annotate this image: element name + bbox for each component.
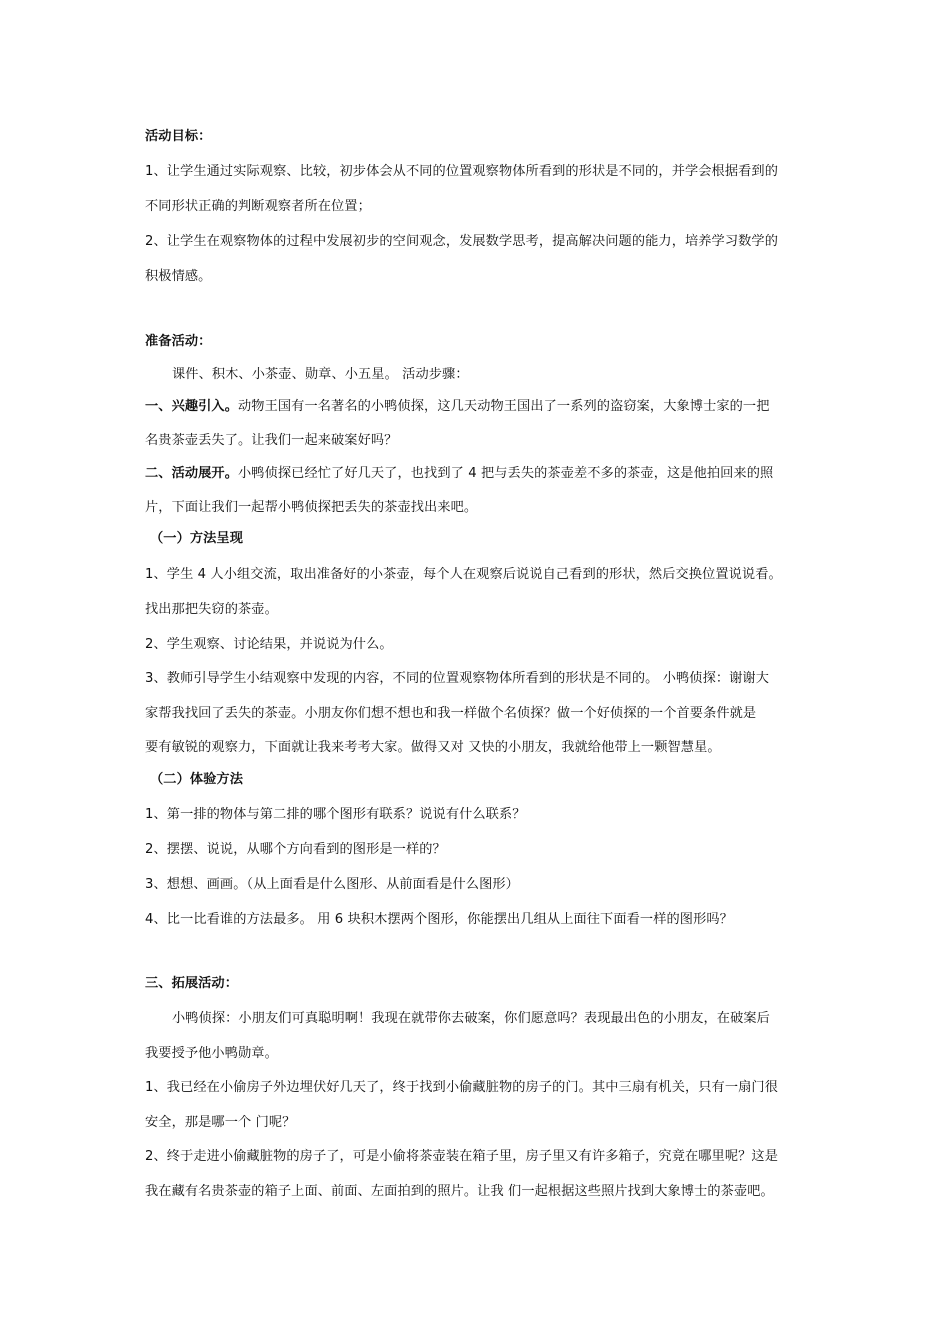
method-item3-line3: 要有敏锐的观察力，下面就让我来考考大家。做得又对 又快的小朋友，我就给他带上一颗智慧星。 <box>145 740 721 755</box>
intro-line1 <box>145 398 810 416</box>
method-item2: 2、学生观察、讨论结果，并说说为什么。 <box>145 637 393 652</box>
goals-item1-line2: 不同形状正确的判断观察者所在位置； <box>145 199 371 214</box>
intro-text: 动物王国有一名著名的小鸭侦探，这几天动物王国出了一系列的盗窃案，大象博士家的一把 <box>238 399 770 414</box>
extend-item2-line2: 我在藏有名贵茶壶的箱子上面、前面、左面拍到的照片。让我 们一起根据这些照片找到大象博士的茶壶吧。 <box>145 1184 774 1199</box>
extend-item2-line1: 2、终于走进小偷藏脏物的房子了，可是小偷将茶壶装在箱子里，房子里又有许多箱子，究竟在哪里呢？这是 <box>145 1149 778 1164</box>
extend-heading: 三、拓展活动： <box>145 976 239 991</box>
goals-item1-line1: 1、让学生通过实际观察、比较，初步体会从不同的位置观察物体所看到的形状是不同的，并学会根据看到的 <box>145 164 778 179</box>
goals-item2-line1: 2、让学生在观察物体的过程中发展初步的空间观念，发展数学思考，提高解决问题的能力，培养学习数学的 <box>145 234 778 249</box>
develop-label: 二、活动展开。 <box>145 466 239 481</box>
method-item3-line2: 家帮我找回了丢失的茶壶。小朋友你们想不想也和我一样做个名侦探？做一个好侦探的一个首要条件就是 <box>145 706 757 721</box>
experience-item3: 3、想想、画画。（从上面看是什么图形、从前面看是什么图形） <box>145 877 519 892</box>
extend-item1-line1: 1、我已经在小偷房子外边埋伏好几天了，终于找到小偷藏脏物的房子的门。其中三扇有机关，只有一扇门很 <box>145 1080 778 1095</box>
extend-intro-line1: 小鸭侦探：小朋友们可真聪明啊！我现在就带你去破案，你们愿意吗？表现最出色的小朋友，在破案后 <box>172 1011 770 1026</box>
extend-item1-line2: 安全，那是哪一个 门呢？ <box>145 1115 296 1130</box>
prep-materials: 课件、积木、小茶壶、勋章、小五星。 活动步骤： <box>172 367 469 382</box>
develop-text: 小鸭侦探已经忙了好几天了，也找到了 4 把与丢失的茶壶差不多的茶壶，这是他拍回来的照 <box>238 466 774 481</box>
experience-item2: 2、摆摆、说说，从哪个方向看到的图形是一样的？ <box>145 842 446 857</box>
method-heading: （一）方法呈现 <box>150 531 244 546</box>
intro-label: 一、兴趣引入。 <box>145 399 239 414</box>
develop-line1 <box>145 465 810 483</box>
develop-line2: 片，下面让我们一起帮小鸭侦探把丢失的茶壶找出来吧。 <box>145 500 478 515</box>
intro-line2: 名贵茶壶丢失了。让我们一起来破案好吗？ <box>145 433 398 448</box>
goals-item2-line2: 积极情感。 <box>145 269 212 284</box>
experience-item1: 1、第一排的物体与第二排的哪个图形有联系？说说有什么联系？ <box>145 807 526 822</box>
goals-heading: 活动目标： <box>145 129 212 144</box>
prep-heading: 准备活动： <box>145 334 212 349</box>
method-item1-line2: 找出那把失窃的茶壶。 <box>145 602 278 617</box>
extend-intro-line2: 我要授予他小鸭勋章。 <box>145 1046 278 1061</box>
method-item3-line1: 3、教师引导学生小结观察中发现的内容，不同的位置观察物体所看到的形状是不同的。 小鸭侦探：谢谢大 <box>145 671 770 686</box>
experience-heading: （二）体验方法 <box>150 772 244 787</box>
experience-item4: 4、比一比看谁的方法最多。 用 6 块积木摆两个图形，你能摆出几组从上面往下面看一样的图形吗？ <box>145 912 733 927</box>
method-item1-line1: 1、学生 4 人小组交流，取出准备好的小茶壶，每个人在观察后说说自己看到的形状，然后交换位置说说看。 <box>145 567 782 582</box>
